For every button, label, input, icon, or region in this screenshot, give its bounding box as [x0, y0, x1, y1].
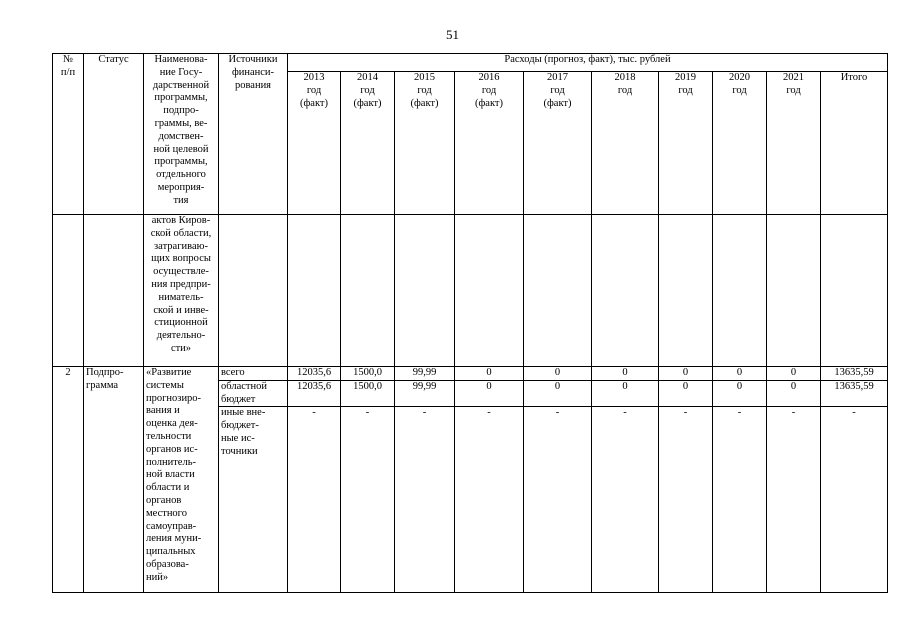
row2-total-2015: 99,99	[395, 367, 455, 381]
header-total: Итого	[821, 72, 888, 215]
row2-total-2019: 0	[659, 367, 713, 381]
row2-name: «Развитие системы прогнозиро- вания и оценка дея- тельности органов ис- полнитель- ной власти области и органов местного самоуправ- ления муни- ципальных образова- ний»	[144, 367, 219, 593]
row2-total-2018: 0	[592, 367, 659, 381]
continuation-name: актов Киров- ской области, затрагиваю- щих вопросы осуществле- ния предпри- ниматель- ской и инве- стиционной деятельно- сти»	[144, 215, 219, 367]
row2-regional-2018: 0	[592, 380, 659, 407]
row2-regional-2019: 0	[659, 380, 713, 407]
expenses-table	[52, 53, 888, 593]
row2-regional-2015: 99,99	[395, 380, 455, 407]
row2-source-other: иные вне- бюджет- ные ис- точники	[219, 407, 288, 593]
row2-other-2013: -	[288, 407, 341, 593]
row2-regional-2016: 0	[455, 380, 524, 407]
row2-other-2016: -	[455, 407, 524, 593]
row2-total-2017: 0	[524, 367, 592, 381]
row2-regional-2017: 0	[524, 380, 592, 407]
header-sources: Источники финанси- рования	[219, 54, 288, 215]
row2-source-regional: областной бюджет	[219, 380, 288, 407]
row2-regional-2020: 0	[713, 380, 767, 407]
row2-num: 2	[53, 367, 84, 593]
header-year-2014: 2014 год (факт)	[341, 72, 395, 215]
table-row	[53, 215, 888, 367]
row2-status: Подпро- грамма	[84, 367, 144, 593]
row2-total-sum: 13635,59	[821, 367, 888, 381]
row2-total-2020: 0	[713, 367, 767, 381]
header-year-2016: 2016 год (факт)	[455, 72, 524, 215]
header-year-2019: 2019 год	[659, 72, 713, 215]
row2-regional-2013: 12035,6	[288, 380, 341, 407]
table-row	[53, 367, 888, 381]
row2-other-2017: -	[524, 407, 592, 593]
header-year-2015: 2015 год (факт)	[395, 72, 455, 215]
header-expenses-title: Расходы (прогноз, факт), тыс. рублей	[288, 54, 888, 72]
row2-other-2020: -	[713, 407, 767, 593]
header-status: Статус	[84, 54, 144, 215]
row2-total-2014: 1500,0	[341, 367, 395, 381]
row2-other-2015: -	[395, 407, 455, 593]
row2-source-total: всего	[219, 367, 288, 381]
header-num: № п/п	[53, 54, 84, 215]
row2-total-2013: 12035,6	[288, 367, 341, 381]
row2-regional-2014: 1500,0	[341, 380, 395, 407]
page-number: 51	[446, 27, 459, 42]
header-year-2013: 2013 год (факт)	[288, 72, 341, 215]
row2-other-2019: -	[659, 407, 713, 593]
row2-other-2021: -	[767, 407, 821, 593]
row2-total-2016: 0	[455, 367, 524, 381]
header-year-2018: 2018 год	[592, 72, 659, 215]
row2-total-2021: 0	[767, 367, 821, 381]
header-year-2021: 2021 год	[767, 72, 821, 215]
row2-regional-2021: 0	[767, 380, 821, 407]
row2-regional-sum: 13635,59	[821, 380, 888, 407]
header-year-2020: 2020 год	[713, 72, 767, 215]
row2-other-2018: -	[592, 407, 659, 593]
row2-other-2014: -	[341, 407, 395, 593]
header-year-2017: 2017 год (факт)	[524, 72, 592, 215]
header-name: Наименова- ние Госу- дарственной программы, подпро- граммы, ве- домствен- ной целевой программы, отдельного мероприя- тия	[144, 54, 219, 215]
row2-other-sum: -	[821, 407, 888, 593]
